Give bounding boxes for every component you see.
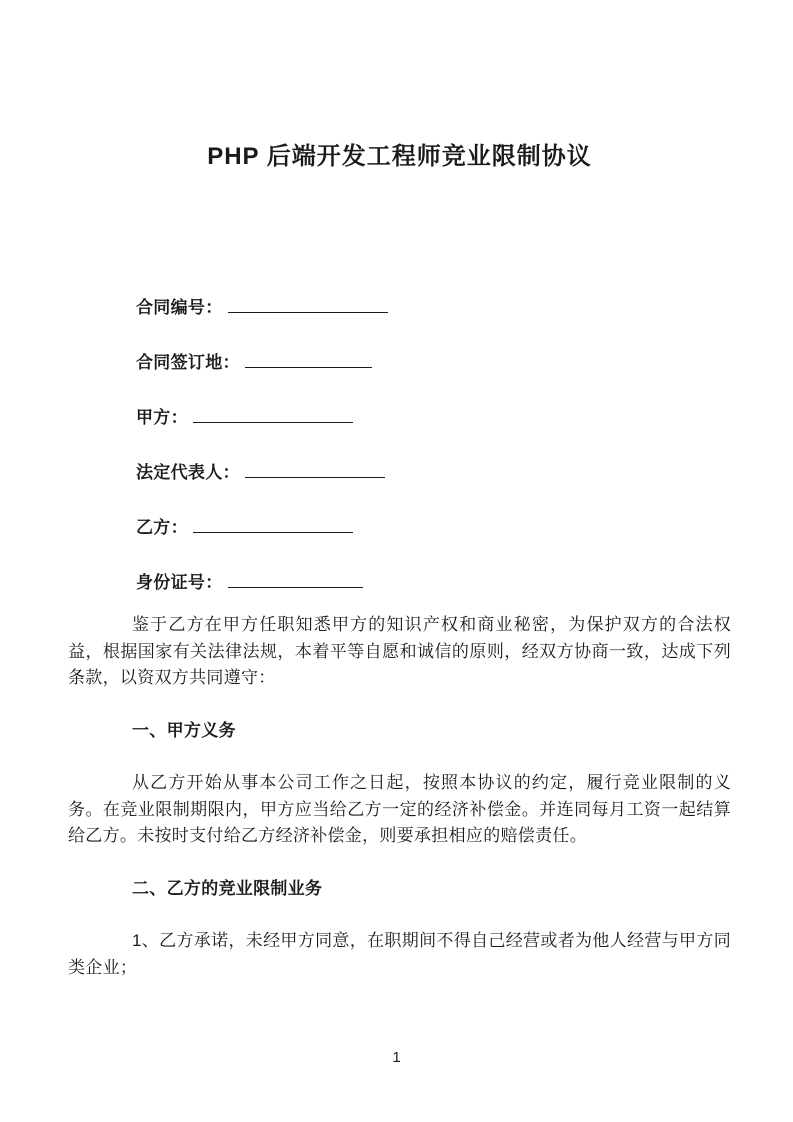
field-blank [193, 403, 353, 423]
field-label: 合同编号： [136, 298, 223, 317]
field-label: 法定代表人： [136, 463, 240, 482]
field-row-contract-number [68, 293, 731, 319]
field-row-signing-place [68, 348, 731, 374]
section-heading-party-a-obligations: 一、甲方义务 [132, 720, 236, 740]
field-label: 身份证号： [136, 573, 223, 592]
field-row-party-a [68, 403, 731, 429]
section-paragraph: 从乙方开始从事本公司工作之日起，按照本协议的约定，履行竞业限制的义务。在竞业限制期限内，甲方应当给乙方一定的经济补偿金。并连同每月工资一起结算给乙方。未按时支付给乙方经济补偿金，则要承担相应的赔偿责任。 [68, 773, 731, 845]
field-blank [245, 348, 372, 368]
field-label: 乙方： [136, 518, 188, 537]
field-blank [228, 568, 363, 588]
section-heading-party-b-restrictions: 二、乙方的竞业限制业务 [132, 878, 323, 898]
field-row-party-b [68, 513, 731, 539]
preamble-paragraph: 鉴于乙方在甲方任职知悉甲方的知识产权和商业秘密，为保护双方的合法权益，根据国家有关法律法规，本着平等自愿和诚信的原则，经双方协商一致，达成下列条款，以资双方共同遵守： [68, 615, 731, 687]
section-paragraph: 1、乙方承诺，未经甲方同意，在职期间不得自己经营或者为他人经营与甲方同类企业； [68, 931, 731, 977]
field-blank [228, 293, 388, 313]
field-row-id-number [68, 568, 731, 594]
field-label: 甲方： [136, 408, 188, 427]
page-number: 1 [392, 1049, 401, 1066]
field-row-legal-representative [68, 458, 731, 484]
field-label: 合同签订地： [136, 353, 240, 372]
contract-fields [0, 293, 793, 594]
field-blank [245, 458, 385, 478]
field-blank [193, 513, 353, 533]
document-title: PHP 后端开发工程师竞业限制协议 [207, 143, 592, 170]
